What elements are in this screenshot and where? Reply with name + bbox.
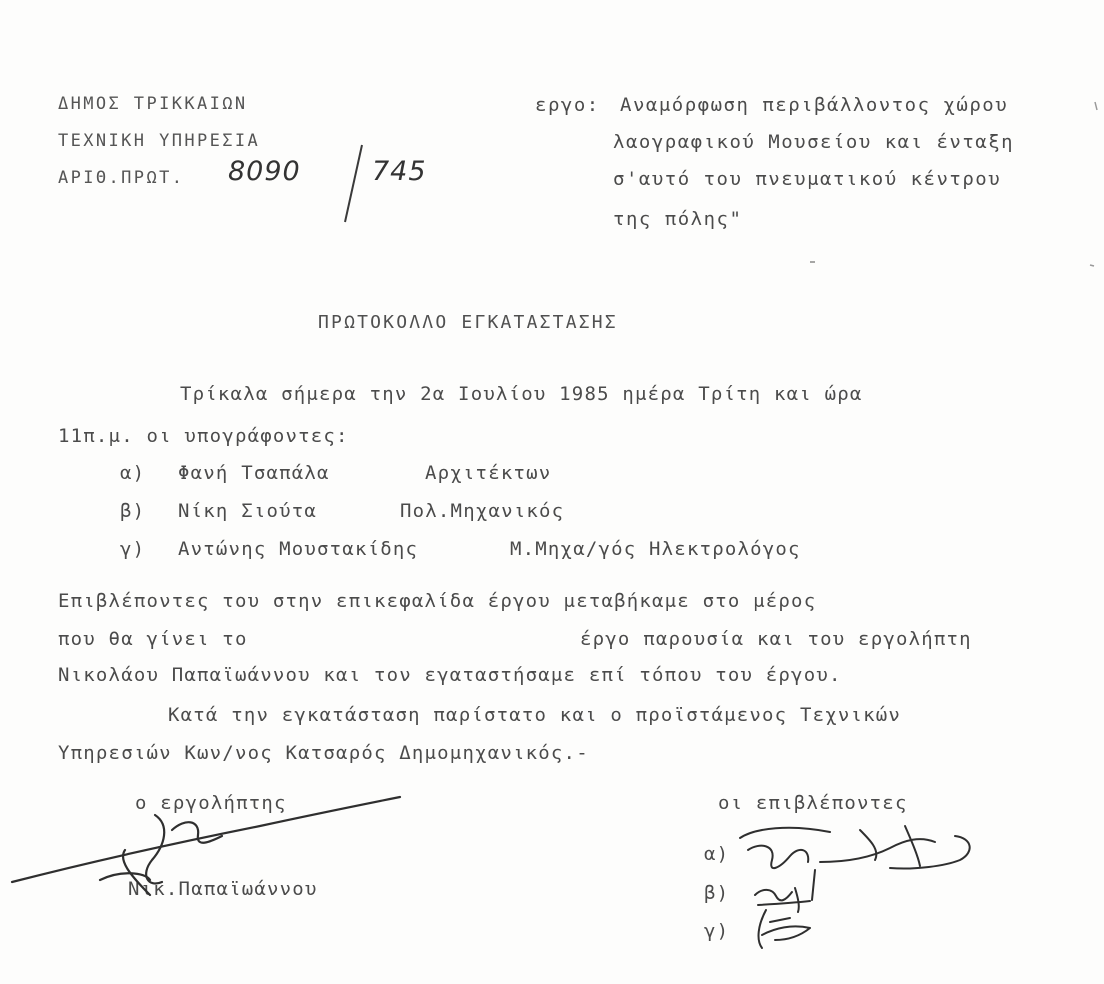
supervisor-signature-a: [740, 826, 970, 869]
contractor-signature: [12, 797, 400, 895]
signatory-marker-b: β): [120, 500, 146, 522]
signatory-marker-a: α): [120, 462, 146, 484]
contractor-label: ο εργολήπτης: [135, 792, 287, 814]
project-line-4: της πόλης": [613, 208, 743, 230]
supervisors-label: οι επιβλέποντες: [718, 792, 908, 814]
header-protocol-label: ΑΡΙΘ.ΠΡΩΤ.: [58, 168, 185, 188]
body-line-4: Κατά την εγκατάσταση παρίστατο και ο προϊστάμενος Τεχνικών: [168, 704, 902, 726]
signatory-name-b: Νίκη Σιούτα: [178, 500, 318, 522]
project-line-1: Αναμόρφωση περιβάλλοντος χώρου: [620, 94, 1009, 116]
body-line-2a: που θα γίνει το: [58, 628, 248, 650]
body-line-3: Νικολάου Παπαϊωάννου και τον εγαταστήσαμε επί τόπου του έργου.: [58, 664, 842, 686]
intro-line-1: Τρίκαλα σήμερα την 2α Ιουλίου 1985 ημέρα Τρίτη και ώρα: [180, 383, 863, 405]
header-municipality: ΔΗΜΟΣ ΤΡΙΚΚΑΙΩΝ: [58, 94, 248, 114]
signatory-name-c: Αντώνης Μουστακίδης: [178, 538, 419, 560]
protocol-number: 8090: [228, 156, 301, 187]
document-title: ΠΡΩΤΟΚΟΛΛΟ ΕΓΚΑΤΑΣΤΑΣΗΣ: [318, 312, 618, 333]
body-line-1: Επιβλέποντες του στην επικεφαλίδα έργου μεταβήκαμε στο μέρος: [58, 590, 817, 612]
supervisor-signature-c: [759, 910, 810, 948]
body-line-5: Υπηρεσιών Κων/νος Κατσαρός Δημομηχανικός.-: [58, 742, 589, 764]
intro-line-2: 11π.μ. οι υπογράφοντες:: [58, 425, 349, 447]
supervisor-marker-a: α): [704, 843, 730, 865]
protocol-slash-mark: [345, 145, 362, 222]
protocol-suffix: 745: [372, 156, 427, 187]
header-technical-service: ΤΕΧΝΙΚΗ ΥΠΗΡΕΣΙΑ: [58, 131, 261, 151]
body-line-2b: έργο παρουσία και του εργολήπτη: [580, 628, 972, 650]
signatory-role-a: Αρχιτέκτων: [425, 462, 552, 484]
signatory-marker-c: γ): [120, 538, 146, 560]
supervisor-marker-b: β): [704, 882, 730, 904]
project-label: εργο:: [535, 94, 600, 116]
project-line-3: σ'αυτό του πνευματικού κέντρου: [613, 168, 1002, 190]
signatory-role-b: Πολ.Μηχανικός: [400, 500, 565, 522]
contractor-name: Νικ.Παπαϊωάννου: [128, 878, 318, 900]
scan-mark: [1095, 102, 1097, 110]
supervisor-signature-b: [755, 870, 815, 912]
signatory-name-a: Φανή Τσαπάλα: [178, 462, 330, 484]
scan-mark: [1090, 265, 1094, 266]
supervisor-marker-c: γ): [704, 920, 730, 942]
project-line-2: λαογραφικού Μουσείου και ένταξη: [613, 131, 1015, 153]
signatory-role-c: Μ.Μηχα/γός Ηλεκτρολόγος: [510, 538, 801, 560]
